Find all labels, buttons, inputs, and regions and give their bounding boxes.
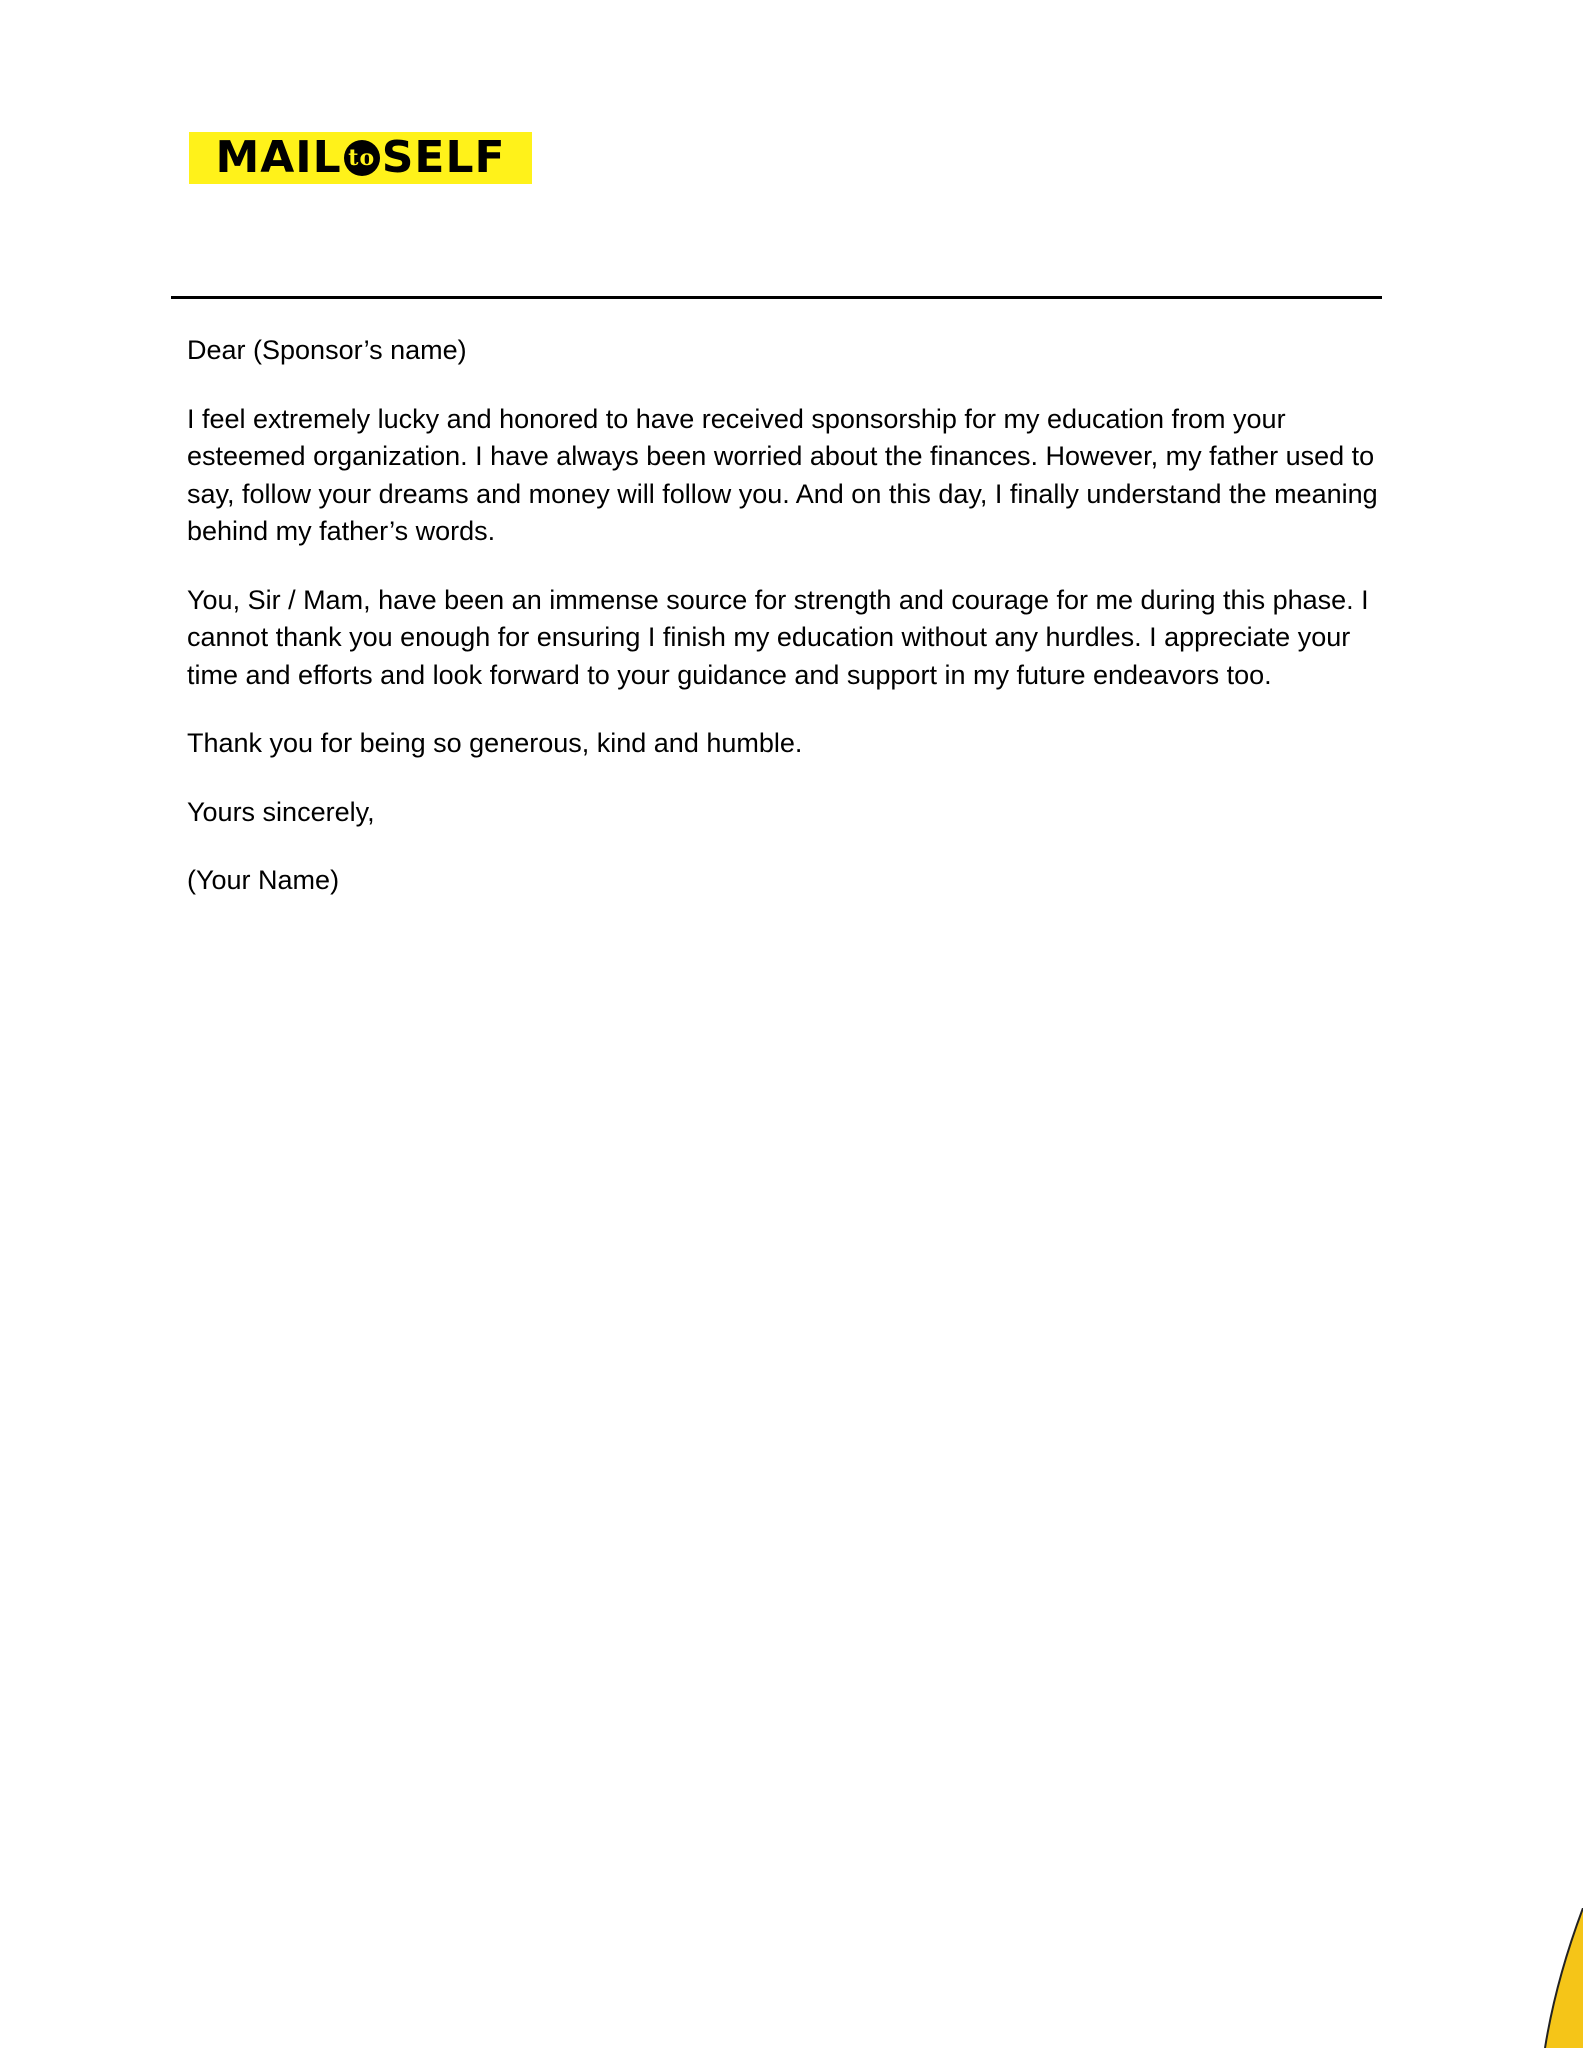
letter-body — [187, 332, 1387, 931]
logo-wordmark — [215, 132, 506, 183]
logo-word-to: to — [344, 140, 380, 176]
logo-word-self: SELF — [381, 132, 506, 183]
company-logo — [189, 132, 532, 184]
paragraph-3: Thank you for being so generous, kind and humble. — [187, 728, 803, 758]
paragraph-1: I feel extremely lucky and honored to have received sponsorship for my education from your esteemed organization. I have always been worried about the finances. However, my father used to say, follow your dreams and money will follow you. And on this day, I finally understand the meaning behind my father’s words. — [187, 403, 1378, 546]
paragraph-2: You, Sir / Mam, have been an immense source for strength and courage for me during this phase. I cannot thank you enough for ensuring I finish my education without any hurdles. I appreciate your time and efforts and look forward to your guidance and support in my future endeavors too. — [187, 584, 1369, 690]
header-divider — [171, 296, 1382, 299]
signature: (Your Name) — [187, 865, 340, 895]
salutation: Dear (Sponsor’s name) — [187, 335, 467, 365]
closing: Yours sincerely, — [187, 796, 375, 827]
logo-word-mail: MAIL — [215, 132, 342, 183]
corner-swoosh — [1545, 1908, 1583, 2048]
corner-decoration — [1523, 1908, 1583, 2048]
